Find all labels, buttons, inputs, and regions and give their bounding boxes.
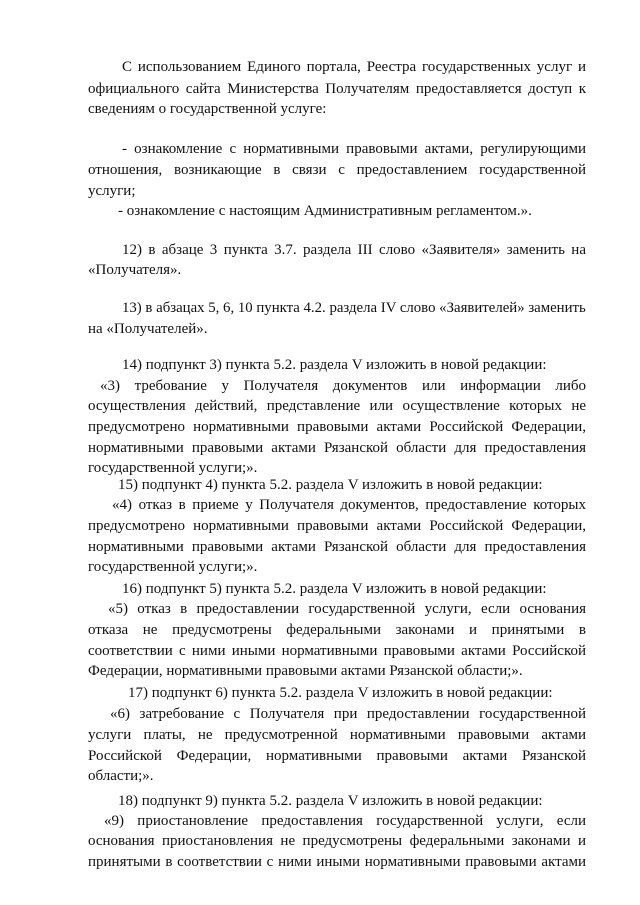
text-line: «9) приостановление предоставления государственной услуги, если <box>104 813 586 829</box>
text-line: на «Получателей». <box>88 321 208 337</box>
text-line: 17) подпункт 6) пункта 5.2. раздела V изложить в новой редакции: <box>128 685 553 701</box>
text-line: Российской Федерации, нормативными правовыми актами Рязанской <box>88 748 586 764</box>
text-line: нормативными правовыми актами Рязанской области для предоставления <box>88 440 586 456</box>
text-line: «Получателя». <box>88 262 182 278</box>
text-line: отказа не предусмотрены федеральными законами и принятыми в <box>88 622 586 638</box>
text-line: 16) подпункт 5) пункта 5.2. раздела V изложить в новой редакции: <box>122 581 547 597</box>
text-line: 15) подпункт 4) пункта 5.2. раздела V изложить в новой редакции: <box>118 477 543 493</box>
text-line: предусмотрено нормативными правовыми актами Российской Федерации, <box>88 419 586 435</box>
text-line: 13) в абзацах 5, 6, 10 пункта 4.2. раздела IV слово «Заявителей» заменить <box>122 300 586 316</box>
text-line: - ознакомление с нормативными правовыми актами, регулирующими <box>122 141 586 157</box>
text-line: осуществления действий, представление или осуществление которых не <box>88 398 586 414</box>
text-line: С использованием Единого портала, Реестра государственных услуг и <box>122 59 586 75</box>
text-line: основания приостановления не предусмотрены федеральными законами и <box>88 833 586 849</box>
text-line: услуги платы, не предусмотренной нормативными правовыми актами <box>88 727 586 743</box>
text-line: 14) подпункт 3) пункта 5.2. раздела V изложить в новой редакции: <box>122 357 547 373</box>
text-line: «3) требование у Получателя документов или информации либо <box>100 378 586 394</box>
text-line: области;». <box>88 768 154 784</box>
text-line: соответствии с ними иными нормативными правовыми актами Российской <box>88 643 586 659</box>
text-line: 12) в абзаце 3 пункта 3.7. раздела III слово «Заявителя» заменить на <box>122 242 586 258</box>
text-line: государственной услуги;». <box>88 559 258 575</box>
text-line: 18) подпункт 9) пункта 5.2. раздела V изложить в новой редакции: <box>118 793 543 809</box>
text-line: - ознакомление с настоящим Административным регламентом.». <box>118 203 532 219</box>
text-line: «5) отказ в предоставлении государственной услуги, если основания <box>108 601 586 617</box>
text-line: Федерации, нормативными правовыми актами Рязанской области;». <box>88 663 523 679</box>
text-line: государственной услуги;». <box>88 460 258 476</box>
text-line: «6) затребование с Получателя при предоставлении государственной <box>110 706 586 722</box>
text-line: принятыми в соответствии с ними иными нормативными правовыми актами <box>88 854 586 870</box>
text-line: «4) отказ в приеме у Получателя документов, предоставление которых <box>112 497 586 513</box>
text-line: услуги; <box>88 183 136 199</box>
text-line: официального сайта Министерства Получателям предоставляется доступ к <box>88 81 586 97</box>
text-line: предусмотрено нормативными правовыми актами Российской Федерации, <box>88 518 586 534</box>
text-line: сведениям о государственной услуге: <box>88 101 327 117</box>
text-line: отношения, возникающие в связи с предоставлением государственной <box>88 162 586 178</box>
text-line: нормативными правовыми актами Рязанской области для предоставления <box>88 539 586 555</box>
